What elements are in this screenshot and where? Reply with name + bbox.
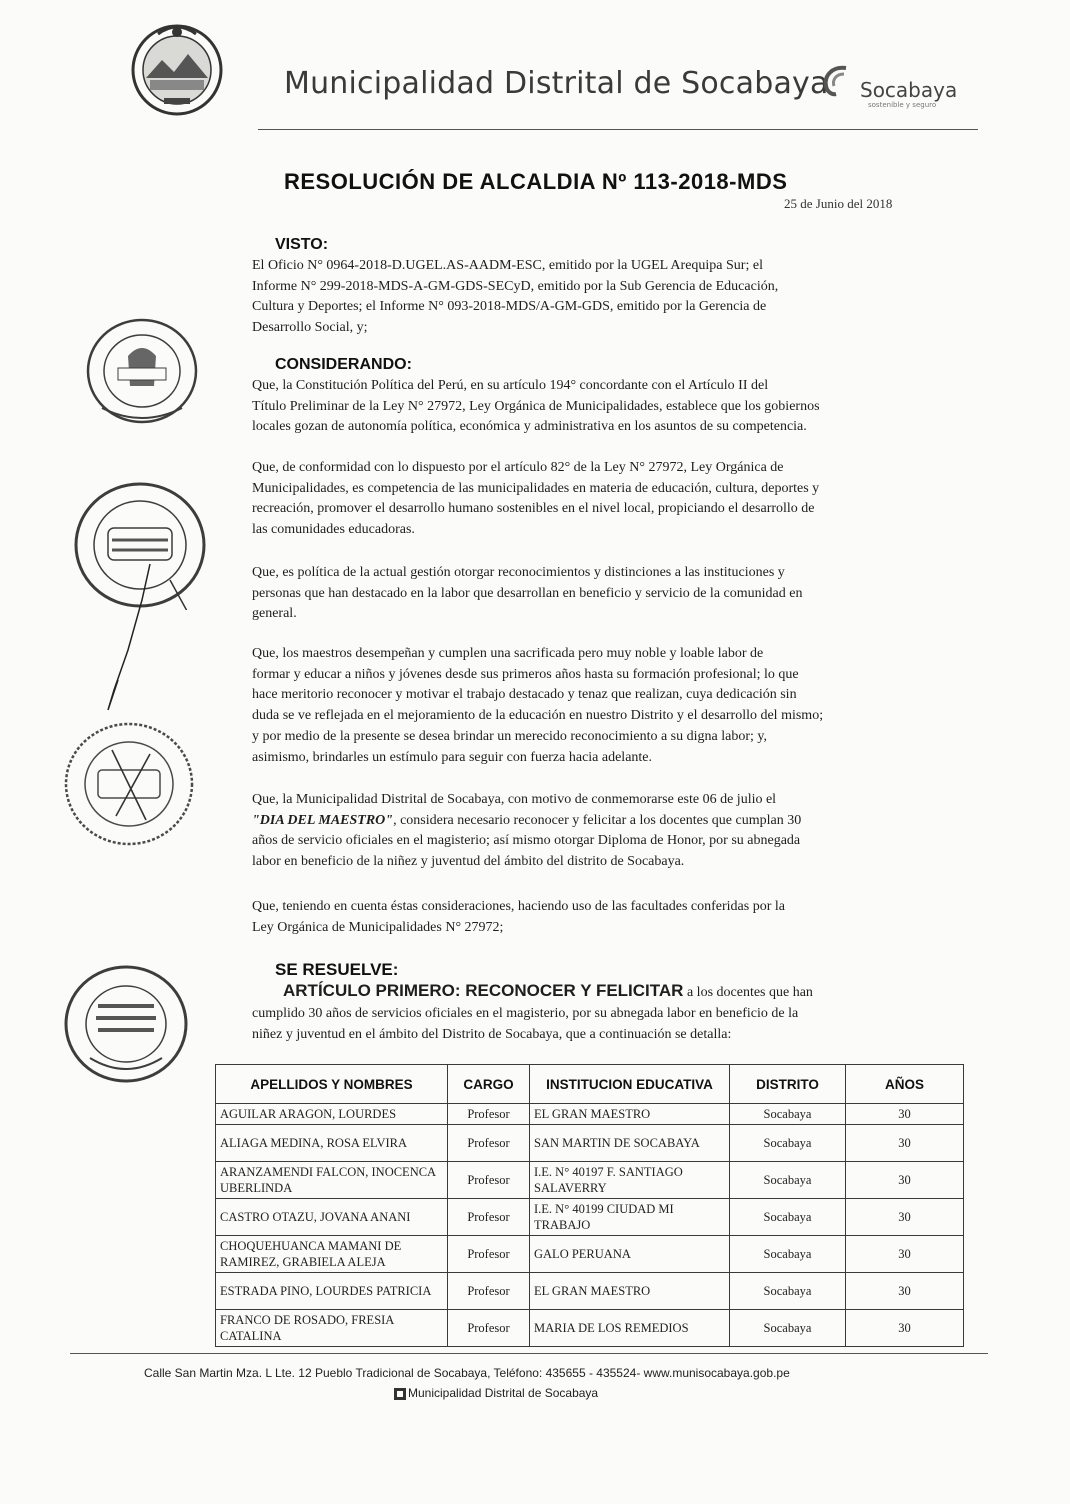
considerando-paragraph-4 xyxy=(252,644,964,768)
teacher-years: 30 xyxy=(846,1273,964,1310)
resolution-title: RESOLUCIÓN DE ALCALDIA Nº 113-2018-MDS xyxy=(284,169,788,194)
teacher-role: Profesor xyxy=(448,1104,530,1125)
visto-paragraph xyxy=(252,256,964,339)
teacher-name: ESTRADA PINO, LOURDES PATRICIA xyxy=(216,1273,448,1310)
paragraph-line: años de servicio oficiales en el magisterio; así mismo otorgar Diploma de Honor, por su abnegada xyxy=(252,833,801,849)
column-header: INSTITUCION EDUCATIVA xyxy=(530,1065,730,1104)
brand-tagline: sostenible y seguro xyxy=(868,101,937,109)
paragraph-line: duda se ve reflejada en el mejoramiento de la educación en nuestro Distrito y el desarrollo del mismo; xyxy=(252,708,824,724)
paragraph-line: locales gozan de autonomía política, económica y administrativa en los asuntos de su competencia. xyxy=(252,419,807,435)
signature-mark xyxy=(94,560,154,720)
paragraph-line: Municipalidades, es competencia de las municipalidades en materia de educación, cultura, deportes y xyxy=(252,480,820,496)
paragraph-line: general. xyxy=(252,606,297,622)
teacher-institution: SAN MARTIN DE SOCABAYA xyxy=(530,1125,730,1162)
teacher-name: AGUILAR ARAGON, LOURDES xyxy=(216,1104,448,1125)
column-header: CARGO xyxy=(448,1065,530,1104)
teacher-institution: MARIA DE LOS REMEDIOS xyxy=(530,1310,730,1347)
teacher-institution: GALO PERUANA xyxy=(530,1236,730,1273)
teacher-institution: EL GRAN MAESTRO xyxy=(530,1273,730,1310)
teacher-years: 30 xyxy=(846,1162,964,1199)
teacher-role: Profesor xyxy=(448,1199,530,1236)
teacher-district: Socabaya xyxy=(730,1125,846,1162)
visto-heading: VISTO: xyxy=(275,236,329,253)
teacher-name: CASTRO OTAZU, JOVANA ANANI xyxy=(216,1199,448,1236)
teacher-name: FRANCO DE ROSADO, FRESIA CATALINA xyxy=(216,1310,448,1347)
visto-line: Informe N° 299-2018-MDS-A-GM-GDS-SECyD, emitido por la Sub Gerencia de Educación, xyxy=(252,278,779,294)
secretaria-stamp xyxy=(62,720,196,848)
table-row xyxy=(216,1273,964,1310)
footer-address: Calle San Martin Mza. L Lte. 12 Pueblo Tradicional de Socabaya, Teléfono: 435655 - 435524- www.munisocabaya.gob.pe xyxy=(144,1366,790,1380)
paragraph-line: Que, los maestros desempeñan y cumplen una sacrificada pero muy noble y loable labor de xyxy=(252,646,764,661)
dia-del-maestro-emphasis: "DIA DEL MAESTRO" xyxy=(252,812,394,828)
column-header: DISTRITO xyxy=(730,1065,846,1104)
considerando-paragraph-1 xyxy=(252,376,964,438)
socabaya-brand-icon xyxy=(818,60,858,100)
teacher-name: CHOQUEHUANCA MAMANI DE RAMIREZ, GRABIELA ALEJA xyxy=(216,1236,448,1273)
paragraph-line: Que, la Constitución Política del Perú, en su artículo 194° concordante con el Artículo II del xyxy=(252,378,769,393)
column-header: APELLIDOS Y NOMBRES xyxy=(216,1065,448,1104)
footer-municipality: Municipalidad Distrital de Socabaya xyxy=(408,1386,599,1400)
teacher-institution: I.E. N° 40197 F. SANTIAGO SALAVERRY xyxy=(530,1162,730,1199)
articulo-title: ARTÍCULO PRIMERO: RECONOCER Y FELICITAR xyxy=(283,981,684,1000)
teacher-years: 30 xyxy=(846,1310,964,1347)
paragraph-line: Que, la Municipalidad Distrital de Socabaya, con motivo de conmemorarse este 06 de julio el xyxy=(252,792,777,807)
teacher-years: 30 xyxy=(846,1125,964,1162)
alcaldia-stamp xyxy=(84,316,200,426)
table-row xyxy=(216,1199,964,1236)
visto-line: El Oficio N° 0964-2018-D.UGEL.AS-AADM-ESC, emitido por la UGEL Arequipa Sur; el xyxy=(252,258,763,273)
paragraph-line: Título Preliminar de la Ley N° 27972, Ley Orgánica de Municipalidades, establece que los gobiernos xyxy=(252,398,820,414)
paragraph-line: niñez y juventud en el ámbito del Distrito de Socabaya, que a continuación se detalla: xyxy=(252,1026,732,1042)
teacher-institution: I.E. N° 40199 CIUDAD MI TRABAJO xyxy=(530,1199,730,1236)
asesoria-juridica-stamp xyxy=(62,962,190,1086)
column-header: AÑOS xyxy=(846,1065,964,1104)
brand-name: Socabaya xyxy=(860,78,958,102)
table-row xyxy=(216,1236,964,1273)
teacher-district: Socabaya xyxy=(730,1273,846,1310)
visto-line: Cultura y Deportes; el Informe N° 093-2018-MDS/A-GM-GDS, emitido por la Gerencia de xyxy=(252,299,767,315)
teacher-role: Profesor xyxy=(448,1310,530,1347)
teacher-district: Socabaya xyxy=(730,1236,846,1273)
paragraph-line: asimismo, brindarles un estímulo para seguir con fuerza hacia adelante. xyxy=(252,749,653,765)
teacher-district: Socabaya xyxy=(730,1162,846,1199)
visto-line: Desarrollo Social, y; xyxy=(252,320,368,336)
considerando-paragraph-final xyxy=(252,897,964,938)
paragraph-line: Ley Orgánica de Municipalidades N° 27972; xyxy=(252,919,504,935)
paragraph-line: labor en beneficio de la niñez y juventud del ámbito del distrito de Socabaya. xyxy=(252,854,685,870)
paragraph-line: personas que han destacado en la labor que desarrollan en beneficio y servicio de la comunidad en xyxy=(252,585,803,601)
paragraph-line: Que, es política de la actual gestión otorgar reconocimientos y distinciones a las instituciones y xyxy=(252,565,785,580)
paragraph-line: Que, de conformidad con lo dispuesto por el artículo 82° de la Ley N° 27972, Ley Orgánica de xyxy=(252,460,784,475)
articulo-primero: ARTÍCULO PRIMERO: RECONOCER Y FELICITAR a los docentes que han xyxy=(283,981,813,1000)
paragraph-line: "DIA DEL MAESTRO", considera necesario reconocer y felicitar a los docentes que cumplan 30 xyxy=(252,812,802,828)
paragraph-line: y por medio de la presente se desea brindar un merecido reconocimiento a su digna labor; y, xyxy=(252,728,767,744)
teacher-institution: EL GRAN MAESTRO xyxy=(530,1104,730,1125)
municipality-title: Municipalidad Distrital de Socabaya xyxy=(284,66,829,101)
paragraph-line: las comunidades educadoras. xyxy=(252,522,415,538)
paragraph-line: formar y educar a niños y jóvenes desde sus primeros años hasta su formación profesional; lo que xyxy=(252,666,799,682)
resolution-date: 25 de Junio del 2018 xyxy=(784,196,893,211)
header-rule xyxy=(258,129,978,130)
table-header-row xyxy=(216,1065,964,1104)
paragraph-line: Que, teniendo en cuenta éstas consideraciones, haciendo uso de las facultades conferidas por la xyxy=(252,899,785,914)
teacher-district: Socabaya xyxy=(730,1104,846,1125)
considerando-paragraph-maestro xyxy=(252,790,964,873)
teacher-name: ALIAGA MEDINA, ROSA ELVIRA xyxy=(216,1125,448,1162)
municipal-crest-logo xyxy=(128,20,226,116)
considerando-paragraph-3 xyxy=(252,563,964,625)
table-row xyxy=(216,1104,964,1125)
articulo-body xyxy=(252,1004,964,1045)
teachers-table xyxy=(215,1064,964,1347)
considerando-paragraph-2 xyxy=(252,458,964,541)
table-row xyxy=(216,1162,964,1199)
teacher-years: 30 xyxy=(846,1199,964,1236)
teacher-district: Socabaya xyxy=(730,1310,846,1347)
teacher-role: Profesor xyxy=(448,1273,530,1310)
footer-logo-icon xyxy=(394,1388,406,1400)
teacher-role: Profesor xyxy=(448,1162,530,1199)
teacher-role: Profesor xyxy=(448,1125,530,1162)
se-resuelve-heading: SE RESUELVE: xyxy=(275,960,399,979)
teacher-role: Profesor xyxy=(448,1236,530,1273)
paragraph-line: recreación, promover el desarrollo humano sostenibles en el nivel local, propiciando el desarrollo de xyxy=(252,501,815,517)
footer-rule xyxy=(70,1353,988,1354)
teacher-years: 30 xyxy=(846,1236,964,1273)
teacher-name: ARANZAMENDI FALCON, INOCENCA UBERLINDA xyxy=(216,1162,448,1199)
table-row xyxy=(216,1125,964,1162)
paragraph-line: hace meritorio reconocer y motivar el trabajo destacado y tenaz que realizan, cuya dedicación sin xyxy=(252,687,797,703)
considerando-heading: CONSIDERANDO: xyxy=(275,356,412,373)
teacher-district: Socabaya xyxy=(730,1199,846,1236)
table-row xyxy=(216,1310,964,1347)
paragraph-line: cumplido 30 años de servicios oficiales en el magisterio, por su abnegada labor en beneficio de la xyxy=(252,1006,799,1021)
teacher-years: 30 xyxy=(846,1104,964,1125)
